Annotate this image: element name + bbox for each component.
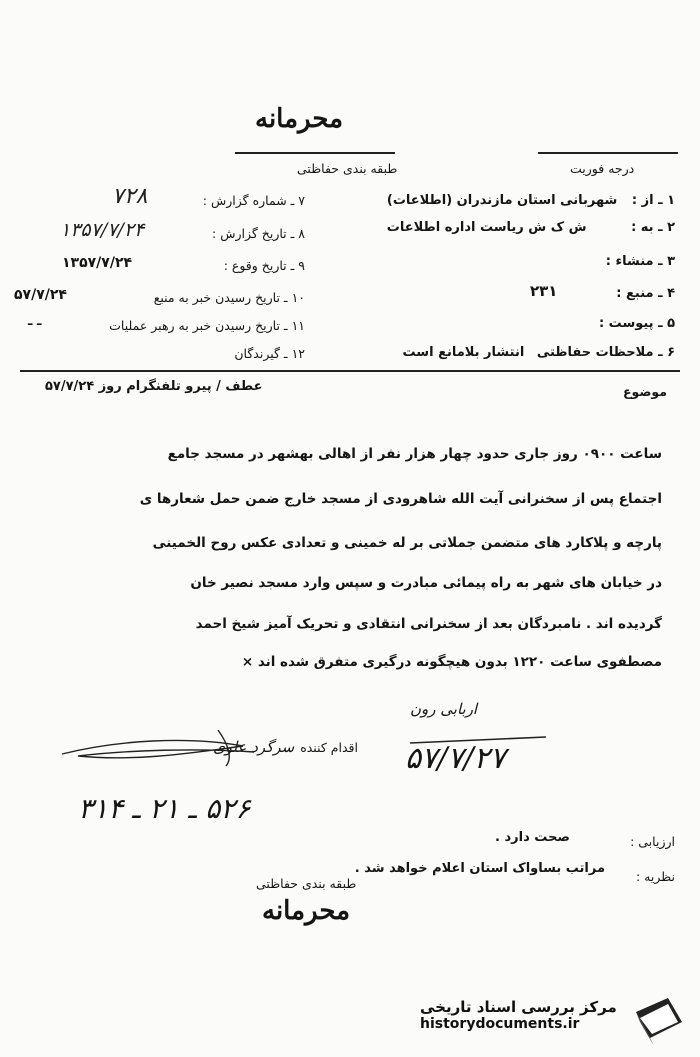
- body-line: پارچه و پلاکارد های متضمن جملاتی بر له خمینی و تعدادی عکس روح الخمینی: [152, 535, 662, 551]
- field-source: [616, 286, 675, 301]
- body-line: در خیابان های شهر به راه پیمائی مبادرت و سپس وارد مسجد نصیر خان: [190, 575, 662, 591]
- field-report-number-value: ۷۲۸: [112, 184, 148, 209]
- field-source-label: ۴ ـ منبع :: [616, 286, 675, 301]
- opinion-value: مراتب بساواک استان اعلام خواهد شد .: [354, 861, 605, 876]
- evaluation-value: صحت دارد .: [495, 830, 570, 845]
- field-recipients: [234, 346, 305, 361]
- field-report-number: [203, 193, 305, 208]
- field-received-source: [154, 290, 305, 305]
- field-to-value: ش ک ش ریاست اداره اطلاعات: [386, 220, 587, 235]
- opinion-label: نظریه :: [636, 869, 675, 884]
- field-notes-value: انتشار بلامانع است: [402, 345, 525, 360]
- security-level-label: طبقه بندی حفاظتی: [297, 161, 398, 176]
- top-classification-stamp: محرمانه: [255, 104, 344, 134]
- watermark-title: مرکز بررسی اسناد تاریخی: [420, 998, 617, 1016]
- archive-number: ۵۲۶ ـ ۲۱ ـ ۳۱۴: [78, 792, 251, 825]
- field-report-number-label: ۷ ـ شماره گزارش :: [202, 193, 305, 208]
- field-origin-label: ۳ ـ منشاء :: [605, 254, 675, 269]
- signature-scribble: [58, 722, 258, 772]
- subject-value: عطف / پیرو تلفنگرام روز ۵۷/۷/۲۴: [45, 379, 263, 394]
- field-to: [387, 220, 675, 235]
- field-received-ops-label: ۱۱ ـ تاریخ رسیدن خبر به رهبر عملیات: [109, 318, 305, 333]
- evaluation-label: ارزیابی :: [630, 834, 675, 849]
- field-received-source-value: ۵۷/۷/۲۴: [14, 287, 67, 303]
- field-report-date-label: ۸ ـ تاریخ گزارش :: [212, 226, 305, 241]
- field-recipients-label: ۱۲ ـ گیرندگان: [234, 346, 305, 361]
- handwritten-date: ۵۷/۷/۲۷: [405, 741, 506, 776]
- watermark-url: historydocuments.ir: [420, 1016, 580, 1032]
- security-level-underline: [235, 152, 395, 154]
- field-from: [387, 193, 675, 208]
- field-received-ops: [109, 318, 305, 333]
- field-from-value: شهربانی استان مازندران (اطلاعات): [386, 193, 618, 208]
- field-from-label: ۱ ـ از :: [631, 193, 675, 208]
- field-received-source-label: ۱۰ ـ تاریخ رسیدن خبر به منبع: [153, 290, 305, 305]
- book-logo-icon: [630, 992, 690, 1052]
- urgency-label: درجه فوریت: [570, 161, 635, 176]
- field-source-value: ۲۳۱: [530, 282, 558, 300]
- body-line: اجتماع پس از سخنرانی آیت الله شاهرودی از مسجد خارج ضمن حمل شعارها ی: [139, 491, 662, 507]
- action-officer-label: اقدام کننده: [300, 740, 358, 755]
- field-notes: [403, 345, 675, 360]
- header-separator: [20, 370, 680, 372]
- body-line: گردیده اند . نامبردگان بعد از سخنرانی انتقادی و تحریک آمیز شیخ احمد: [195, 616, 662, 632]
- signature-underline: [408, 735, 548, 775]
- subject-label: موضوع: [622, 384, 667, 399]
- field-report-date-value: ۱۳۵۷/۷/۲۴: [60, 219, 145, 241]
- field-report-date: [212, 226, 305, 241]
- handwritten-note: اربابی رون: [410, 700, 478, 718]
- bottom-security-level-label: طبقه بندی حفاظتی: [256, 876, 357, 891]
- field-received-ops-value: ـ ـ: [28, 314, 42, 329]
- bottom-classification-stamp: محرمانه: [262, 896, 351, 926]
- field-to-label: ۲ ـ به :: [631, 220, 675, 235]
- body-line: مصطفوی ساعت ۱۲۲۰ بدون هیچگونه درگیری متفرق شده اند ×: [241, 654, 662, 670]
- watermark: [420, 998, 617, 1032]
- field-attachment-label: ۵ ـ پیوست :: [598, 316, 675, 331]
- field-occurrence-date: [224, 258, 305, 273]
- body-line: ساعت ۰۹۰۰ روز جاری حدود چهار هزار نفر از اهالی بهشهر در مسجد جامع: [167, 446, 662, 462]
- field-origin: [606, 254, 675, 269]
- field-occurrence-date-label: ۹ ـ تاریخ وقوع :: [223, 258, 305, 273]
- action-officer-name: سرگرد علوی: [213, 738, 295, 756]
- field-attachment: [599, 316, 675, 331]
- field-occurrence-date-value: ۱۳۵۷/۷/۲۴: [62, 255, 133, 271]
- field-notes-label: ۶ ـ ملاحظات حفاظتی: [536, 345, 675, 360]
- urgency-underline: [538, 152, 678, 154]
